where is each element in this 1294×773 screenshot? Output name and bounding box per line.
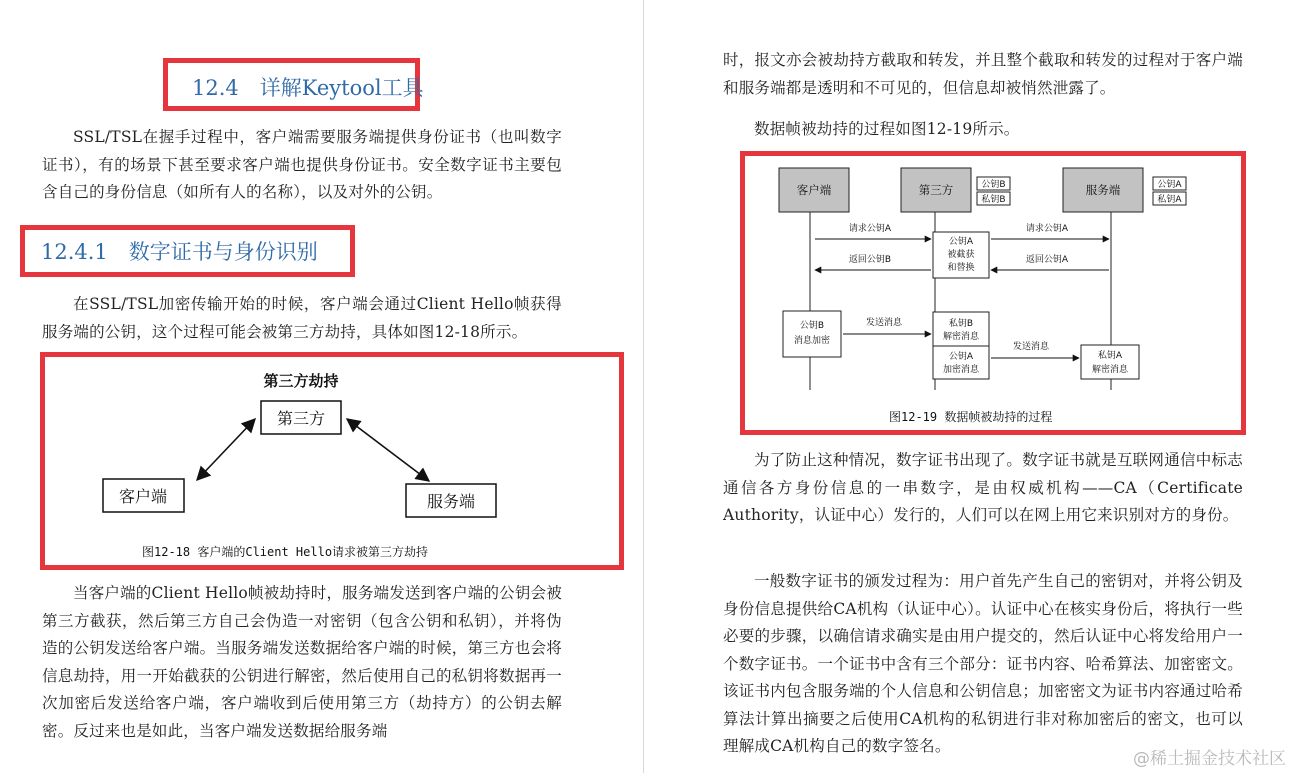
paragraph-continued: 时，报文亦会被劫持方截取和转发，并且整个截取和转发的过程对于客户端和服务端都是透明和不可见的，但信息却被悄然泄露了。 xyxy=(723,51,1243,97)
tp-decrypt-line1: 私钥B xyxy=(948,319,974,329)
client-encrypt-box xyxy=(783,311,841,357)
client-header-label: 客户端 xyxy=(796,183,832,197)
srv-privkey-label: 私钥A xyxy=(1157,195,1182,205)
client-encrypt-line1: 公钥B xyxy=(799,321,825,331)
left-page xyxy=(0,0,643,773)
section-heading-12-4-1: 12.4.1 数字证书与身份识别 xyxy=(41,240,318,264)
right-page xyxy=(644,0,1294,773)
third-party-header-label: 第三方 xyxy=(918,183,954,197)
server-decrypt-line1: 私钥A xyxy=(1097,351,1123,361)
hijack-diagram xyxy=(45,357,619,565)
sequence-diagram xyxy=(745,156,1241,430)
figure-12-19 xyxy=(745,156,1241,430)
paragraph-ssl-handshake: SSL/TSL在握手过程中，客户端需要服务端提供身份证书（也叫数字证书），有的场景下甚至要求客户端也提供身份证书。安全数字证书主要包含自己的身份信息（如所有人的名称），以及对外的公钥。 xyxy=(42,128,562,201)
tp-pubkey-label: 公钥B xyxy=(981,180,1006,190)
request-label-left: 请求公钥A xyxy=(848,224,892,234)
srv-pubkey-label: 公钥A xyxy=(1157,180,1182,190)
tp-decrypt-line2: 解密消息 xyxy=(942,332,980,342)
intercept-line1: 公钥A xyxy=(948,237,974,247)
client-third-arrow xyxy=(197,419,255,480)
third-server-arrow xyxy=(347,419,429,481)
server-label: 服务端 xyxy=(426,492,476,511)
tp-reencrypt-line2: 加密消息 xyxy=(942,365,980,375)
tp-reencrypt-line1: 公钥A xyxy=(948,352,974,362)
tp-privkey-label: 私钥B xyxy=(981,195,1006,205)
figure-12-18 xyxy=(45,357,619,565)
send-label-2: 发送消息 xyxy=(1012,342,1050,352)
watermark: @稀土掘金技术社区 xyxy=(1133,749,1286,769)
paragraph-figure-ref: 数据帧被劫持的过程如图12-19所示。 xyxy=(754,120,1020,138)
send-label-1: 发送消息 xyxy=(865,318,903,328)
third-party-label: 第三方 xyxy=(276,409,326,428)
fig18-title: 第三方劫持 xyxy=(263,372,339,390)
client-encrypt-line2: 消息加密 xyxy=(793,336,831,346)
client-label: 客户端 xyxy=(118,487,168,506)
intercept-line2: 被截获 xyxy=(947,250,975,260)
intercept-line3: 和替换 xyxy=(947,263,975,273)
paragraph-client-hello: 在SSL/TSL加密传输开始的时候，客户端会通过Client Hello帧获得服务端的公钥，这个过程可能会被第三方劫持，具体如图12-18所示。 xyxy=(42,295,562,341)
section-heading-12-4: 12.4 详解Keytool工具 xyxy=(192,76,424,100)
request-label-right: 请求公钥A xyxy=(1025,224,1069,234)
return-label-right: 返回公钥A xyxy=(1025,255,1069,265)
paragraph-cert-issuance: 一般数字证书的颁发过程为：用户首先产生自己的密钥对，并将公钥及身份信息提供给CA机构（认证中心）。认证中心在核实身份后，将执行一些必要的步骤，以确信请求确实是由用户提交的，然后认证中心将发给用户一个数字证书。一个证书中含有三个部分：证书内容、哈希算法、加密密文。该证书内包含服务端的个人信息和公钥信息；加密密文为证书内容通过哈希算法计算出摘要之后使用CA机构的私钥进行非对称加密后的密文，也可以理解成CA机构自己的数字签名。 xyxy=(723,572,1243,755)
fig19-caption: 图12-19 数据帧被劫持的过程 xyxy=(889,410,1053,424)
fig18-caption: 图12-18 客户端的Client Hello请求被第三方劫持 xyxy=(142,545,429,559)
paragraph-digital-cert-intro: 为了防止这种情况，数字证书出现了。数字证书就是互联网通信中标志通信各方身份信息的一串数字，是由权威机构——CA（Certificate Authority，认证中心）发行的，人们可以在网上用它来识别对方的身份。 xyxy=(723,451,1243,524)
return-label-left: 返回公钥B xyxy=(848,255,892,265)
server-decrypt-line2: 解密消息 xyxy=(1091,365,1129,375)
paragraph-hijack-explanation: 当客户端的Client Hello帧被劫持时，服务端发送到客户端的公钥会被第三方截获，然后第三方自己会伪造一对密钥（包含公钥和私钥），并将伪造的公钥发送给客户端。当服务端发送数据给客户端的时候，第三方也会将信息劫持，用一开始截获的公钥进行解密，然后使用自己的私钥将数据再一次加密后发送给客户端，客户端收到后使用第三方（劫持方）的公钥去解密。反过来也是如此，当客户端发送数据给服务端 xyxy=(42,584,562,740)
server-header-label: 服务端 xyxy=(1085,183,1121,197)
